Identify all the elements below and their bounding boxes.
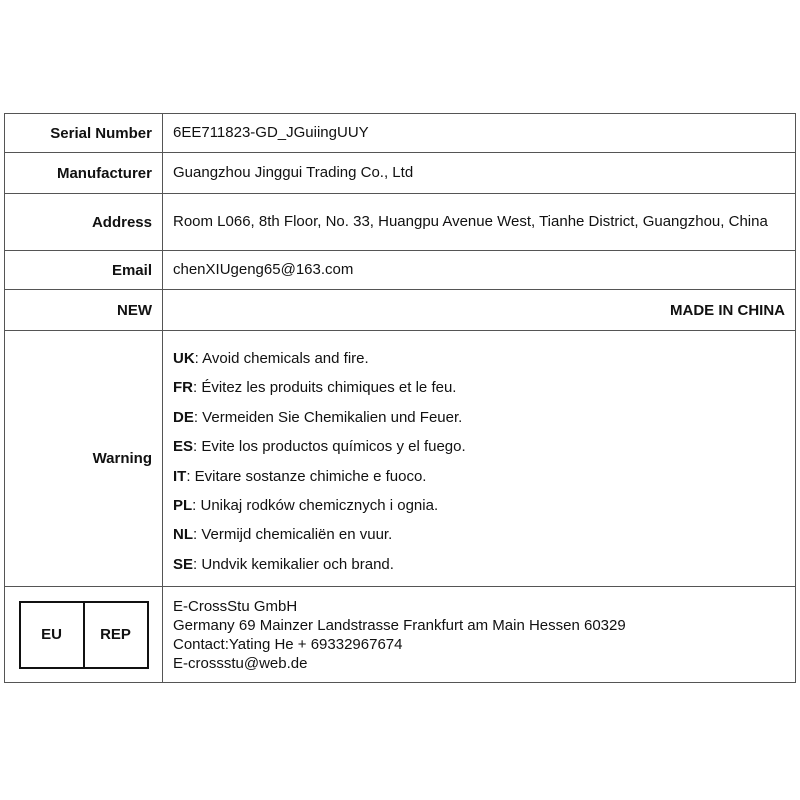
serial-number-label: Serial Number [5, 114, 163, 153]
serial-number-row [5, 114, 796, 153]
warning-text: : Undvik kemikalier och brand. [193, 555, 394, 573]
eu-rep-symbol-cell [5, 587, 163, 683]
warning-lang-code: SE [173, 555, 194, 573]
warning-item [173, 550, 785, 579]
warning-lang-code: FR [173, 379, 193, 397]
warning-lang-code: PL [173, 496, 193, 514]
email-value: chenXIUgeng65@163.com [163, 251, 796, 290]
address-value: Room L066, 8th Floor, No. 33, Huangpu Avenue West, Tianhe District, Guangzhou, China [163, 194, 796, 251]
manufacturer-value: Guangzhou Jinggui Trading Co., Ltd [163, 153, 796, 194]
made-in-china-value: MADE IN CHINA [163, 290, 796, 331]
warning-item [173, 432, 785, 461]
warning-lang-code: DE [173, 408, 194, 426]
eu-rep-details [163, 587, 796, 683]
eu-rep-symbol-eu: EU [41, 626, 62, 643]
eu-rep-contact: Contact:Yating He + 69332967674 [173, 635, 403, 653]
warning-lang-code: NL [173, 526, 193, 544]
warning-item [173, 373, 785, 402]
warning-text: : Evite los productos químicos y el fuego. [193, 438, 466, 456]
eu-rep-lines [173, 597, 785, 673]
warning-text: : Avoid chemicals and fire. [194, 349, 369, 367]
warning-item [173, 462, 785, 491]
new-label: NEW [5, 290, 163, 331]
warning-item [173, 491, 785, 520]
warning-text: : Évitez les produits chimiques et le feu. [193, 379, 457, 397]
manufacturer-row [5, 153, 796, 194]
warning-item [173, 520, 785, 549]
warning-text: : Unikaj rodków chemicznych i ognia. [192, 496, 439, 514]
product-label-table [4, 113, 796, 683]
eu-rep-symbol [19, 601, 149, 669]
manufacturer-label: Manufacturer [5, 153, 163, 194]
address-row [5, 194, 796, 251]
warning-text: : Vermeiden Sie Chemikalien und Feuer. [193, 408, 463, 426]
warning-list-cell [163, 331, 796, 587]
warning-lang-code: ES [173, 438, 194, 456]
address-label: Address [5, 194, 163, 251]
warning-label: Warning [5, 331, 163, 587]
email-label: Email [5, 251, 163, 290]
warning-lang-code: IT [173, 467, 187, 485]
eu-rep-email: E-crossstu@web.de [173, 654, 308, 672]
eu-rep-address: Germany 69 Mainzer Landstrasse Frankfurt am Main Hessen 60329 [173, 616, 626, 634]
warning-text: : Evitare sostanze chimiche e fuoco. [186, 467, 427, 485]
warning-item [173, 344, 785, 373]
warning-row [5, 331, 796, 587]
warning-item [173, 403, 785, 432]
serial-number-value: 6EE711823-GD_JGuiingUUY [163, 114, 796, 153]
new-row [5, 290, 796, 331]
warning-text: : Vermijd chemicaliën en vuur. [193, 526, 393, 544]
eu-rep-symbol-rep: REP [83, 603, 147, 667]
email-row [5, 251, 796, 290]
warning-lang-code: UK [173, 349, 195, 367]
warning-list [173, 338, 785, 579]
eu-rep-row [5, 587, 796, 683]
eu-rep-company: E-CrossStu GmbH [173, 597, 298, 615]
